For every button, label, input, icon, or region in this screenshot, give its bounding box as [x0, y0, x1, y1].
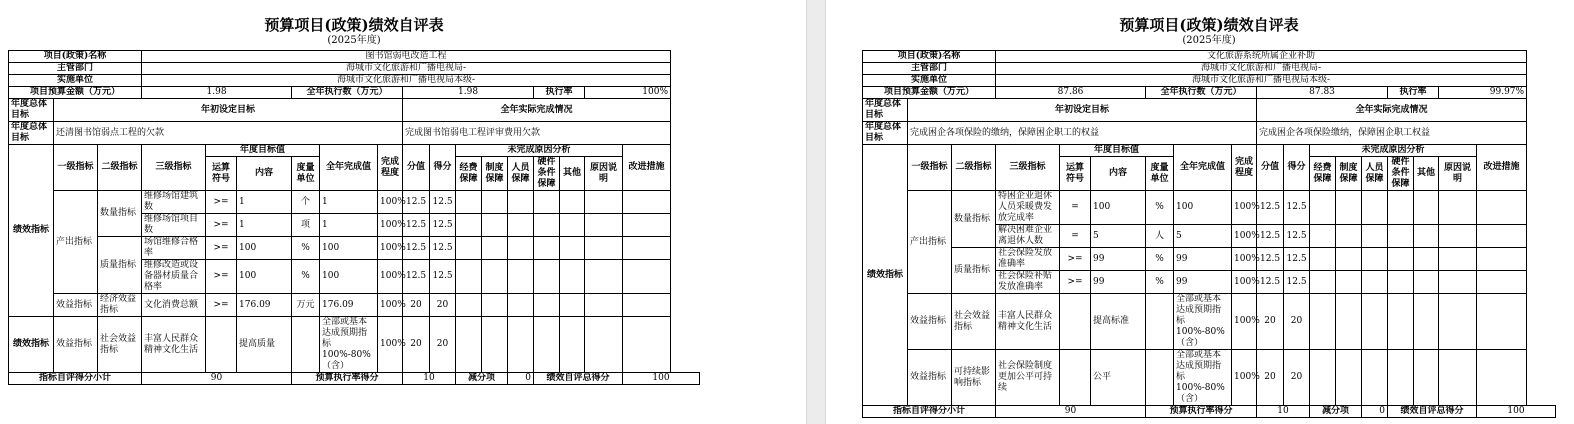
left-evaluation-table — [8, 50, 700, 385]
unit-cell: % — [292, 260, 320, 294]
header-content: 内容 — [1091, 157, 1146, 191]
header-annual: 年度目标值 — [1060, 145, 1174, 157]
unit-cell: % — [1146, 248, 1174, 271]
done-cell: 99 — [1174, 271, 1232, 294]
dept-label: 主管部门 — [863, 63, 996, 75]
value-cell: 20 — [403, 317, 430, 373]
plan-goal-header: 年初设定目标 — [54, 99, 403, 122]
degree-cell: 100% — [378, 191, 403, 214]
benefit-l1: 效益指标 — [908, 350, 952, 406]
unit-value: 海城市文化旅游和广播电视局本级- — [142, 75, 671, 87]
done-cell: 全部或基本达成预期指标100%-80%（含） — [1174, 294, 1232, 350]
footer-total-label: 绩效自评总得分 — [1388, 406, 1477, 418]
plan-goal-header: 年初设定目标 — [908, 99, 1257, 122]
done-cell: 1 — [320, 191, 378, 214]
right-evaluation-sheet — [862, 0, 1556, 418]
table-row — [9, 294, 700, 317]
content-cell: 99 — [1091, 271, 1146, 294]
score-cell: 12.5 — [1284, 225, 1310, 248]
eco-l2: 经济效益指标 — [98, 294, 142, 317]
header-op: 运算符号 — [206, 157, 237, 191]
soc-l2: 社会效益指标 — [952, 294, 996, 350]
footer-score: 90 — [996, 406, 1146, 418]
header-l2: 二级指标 — [98, 145, 142, 191]
op-cell — [206, 317, 237, 373]
right-sheet-year: (2025年度) — [1182, 35, 1236, 46]
degree-cell: 100% — [1232, 225, 1257, 248]
content-cell: 1 — [237, 191, 292, 214]
quantity-l2: 数量指标 — [98, 191, 142, 237]
op-cell: = — [1060, 191, 1091, 225]
header-op: 运算符号 — [1060, 157, 1091, 191]
header-improve: 改进措施 — [623, 145, 671, 191]
done-cell: 100 — [320, 260, 378, 294]
header-hardware: 硬件条件保障 — [1388, 157, 1414, 191]
actual-goal-text: 完成困企各项保险缴纳，保障困企职工权益 — [1257, 122, 1527, 145]
rate-label: 执行率 — [534, 87, 585, 99]
footer-minus: 0 — [508, 373, 534, 385]
budget-label: 项目预算金额（万元） — [863, 87, 996, 99]
done-cell: 100 — [320, 237, 378, 260]
header-reason-group: 未完成原因分析 — [456, 145, 623, 157]
actual-header: 全年实际完成情况 — [403, 99, 671, 122]
l3-cell: 社会保险发放准确率 — [996, 248, 1060, 271]
degree-cell: 100% — [1232, 248, 1257, 271]
value-cell: 20 — [403, 294, 430, 317]
header-content: 内容 — [237, 157, 292, 191]
exec-label: 全年执行数（万元） — [292, 87, 403, 99]
sus-l2: 可持续影响指标 — [952, 350, 996, 406]
header-other: 其他 — [1414, 157, 1439, 191]
budget-value: 87.86 — [996, 87, 1146, 99]
header-reason-group: 未完成原因分析 — [1310, 145, 1477, 157]
header-hardware: 硬件条件保障 — [534, 157, 560, 191]
degree-cell: 100% — [1232, 271, 1257, 294]
score-cell: 20 — [430, 294, 456, 317]
header-staff: 人员保障 — [1362, 157, 1388, 191]
content-cell: 公平 — [1091, 350, 1146, 406]
footer-total-label: 绩效自评总得分 — [534, 373, 623, 385]
rate-value: 99.97% — [1439, 87, 1527, 99]
goal-label: 年度总体目标 — [863, 122, 908, 145]
op-cell — [1060, 350, 1091, 406]
degree-cell: 100% — [378, 317, 403, 373]
header-score-value: 分值 — [403, 145, 430, 191]
done-cell: 全部或基本达成预期指标100%-80%（含） — [320, 317, 378, 373]
plan-goal-text: 还清图书馆弱点工程的欠款 — [54, 122, 403, 145]
goal-label: 年度总体目标 — [9, 122, 54, 145]
l3-cell: 社会保险制度更加公平可持续 — [996, 350, 1060, 406]
l3-cell: 特困企业退休人员采暖费发放完成率 — [996, 191, 1060, 225]
footer-total: 100 — [623, 373, 700, 385]
footer-minus-label: 减分项 — [1310, 406, 1362, 418]
done-cell: 5 — [1174, 225, 1232, 248]
header-unit: 度量单位 — [292, 157, 320, 191]
project-name-value: 文化旅游系统所属企业补助 — [996, 51, 1527, 63]
header-degree: 完成程度 — [1232, 145, 1257, 191]
unit-cell: % — [292, 237, 320, 260]
footer-label: 指标自评得分小计 — [9, 373, 142, 385]
quality-l2: 质量指标 — [98, 237, 142, 294]
score-cell: 12.5 — [430, 260, 456, 294]
unit-cell — [292, 317, 320, 373]
value-cell: 12.5 — [1257, 225, 1284, 248]
l3-cell: 维修场馆项目数 — [142, 214, 206, 237]
l3-cell: 维修场馆建筑数 — [142, 191, 206, 214]
content-cell: 5 — [1091, 225, 1146, 248]
done-cell: 99 — [1174, 248, 1232, 271]
project-name-value: 图书馆弱电改造工程 — [142, 51, 671, 63]
table-row — [9, 237, 700, 260]
header-l3: 三级指标 — [996, 145, 1060, 191]
header-score: 得分 — [1284, 145, 1310, 191]
quality-l2: 质量指标 — [952, 248, 996, 294]
project-name-label: 项目(政策)名称 — [9, 51, 142, 63]
l3-cell: 丰富人民群众精神文化生活 — [142, 317, 206, 373]
left-sheet-title: 预算项目(政策)绩效自评表 — [264, 16, 444, 34]
header-score-value: 分值 — [1257, 145, 1284, 191]
content-cell: 1 — [237, 214, 292, 237]
goal-label: 年度总体目标 — [9, 99, 54, 122]
table-row — [9, 317, 700, 373]
perf-label: 绩效指标 — [9, 317, 54, 373]
header-annual: 年度目标值 — [206, 145, 320, 157]
unit-cell — [1146, 294, 1174, 350]
degree-cell: 100% — [378, 294, 403, 317]
left-evaluation-sheet — [8, 0, 700, 385]
l3-cell: 社会保险补贴发放准确率 — [996, 271, 1060, 294]
right-evaluation-table — [862, 50, 1556, 418]
header-degree: 完成程度 — [378, 145, 403, 191]
header-system: 制度保障 — [482, 157, 508, 191]
l3-cell: 解决困难企业离退休人数 — [996, 225, 1060, 248]
value-cell: 12.5 — [1257, 191, 1284, 225]
quantity-l2: 数量指标 — [952, 191, 996, 248]
plan-goal-text: 完成困企各项保险的缴纳，保障困企职工的权益 — [908, 122, 1257, 145]
footer-total: 100 — [1477, 406, 1556, 418]
footer-budget: 10 — [403, 373, 456, 385]
table-row — [863, 294, 1556, 350]
content-cell: 176.09 — [237, 294, 292, 317]
footer-budget: 10 — [1257, 406, 1310, 418]
score-cell: 20 — [430, 317, 456, 373]
rate-label: 执行率 — [1388, 87, 1439, 99]
unit-cell — [1146, 350, 1174, 406]
op-cell: >= — [206, 237, 237, 260]
footer-minus: 0 — [1362, 406, 1388, 418]
done-cell: 全部或基本达成预期指标100%-80%（含） — [1174, 350, 1232, 406]
header-reason: 原因说明 — [585, 157, 623, 191]
score-cell: 12.5 — [430, 191, 456, 214]
table-row — [863, 191, 1556, 225]
left-sheet-year: (2025年度) — [327, 35, 381, 46]
unit-value: 海城市文化旅游和广播电视局本级- — [996, 75, 1527, 87]
unit-cell: 人 — [1146, 225, 1174, 248]
actual-header: 全年实际完成情况 — [1257, 99, 1527, 122]
header-funds: 经费保障 — [1310, 157, 1336, 191]
benefit-l1: 效益指标 — [54, 317, 98, 373]
soc-l2: 社会效益指标 — [98, 317, 142, 373]
score-cell: 20 — [1284, 350, 1310, 406]
dept-label: 主管部门 — [9, 63, 142, 75]
score-cell: 12.5 — [430, 237, 456, 260]
dept-value: 海城市文化旅游和广播电视局- — [142, 63, 671, 75]
content-cell: 100 — [1091, 191, 1146, 225]
value-cell: 12.5 — [1257, 248, 1284, 271]
project-name-label: 项目(政策)名称 — [863, 51, 996, 63]
unit-cell: 万元 — [292, 294, 320, 317]
value-cell: 12.5 — [1257, 271, 1284, 294]
unit-cell: % — [1146, 191, 1174, 225]
degree-cell: 100% — [1232, 294, 1257, 350]
dept-value: 海城市文化旅游和广播电视局- — [996, 63, 1527, 75]
header-l1: 一级指标 — [908, 145, 952, 191]
header-l1: 一级指标 — [54, 145, 98, 191]
done-cell: 100 — [1174, 191, 1232, 225]
table-row — [9, 191, 700, 214]
content-cell: 提高质量 — [237, 317, 292, 373]
unit-cell: % — [1146, 271, 1174, 294]
table-row — [863, 248, 1556, 271]
op-cell: >= — [206, 294, 237, 317]
header-year-value: 全年完成值 — [1174, 145, 1232, 191]
l3-cell: 丰富人民群众精神文化生活 — [996, 294, 1060, 350]
done-cell: 176.09 — [320, 294, 378, 317]
footer-budget-label: 预算执行率得分 — [292, 373, 403, 385]
l3-cell: 维修改造或设备器材质量合格率 — [142, 260, 206, 294]
footer-score: 90 — [142, 373, 292, 385]
op-cell: >= — [206, 260, 237, 294]
value-cell: 12.5 — [403, 214, 430, 237]
done-cell: 1 — [320, 214, 378, 237]
degree-cell: 100% — [1232, 350, 1257, 406]
benefit-l1: 效益指标 — [908, 294, 952, 350]
exec-label: 全年执行数（万元） — [1146, 87, 1257, 99]
page-gap — [806, 0, 826, 424]
header-year-value: 全年完成值 — [320, 145, 378, 191]
score-cell: 12.5 — [1284, 248, 1310, 271]
footer-budget-label: 预算执行率得分 — [1146, 406, 1257, 418]
value-cell: 20 — [1257, 294, 1284, 350]
table-row — [863, 350, 1556, 406]
budget-label: 项目预算金额（万元） — [9, 87, 142, 99]
perf-label: 绩效指标 — [9, 145, 54, 317]
degree-cell: 100% — [378, 214, 403, 237]
header-reason: 原因说明 — [1439, 157, 1477, 191]
budget-value: 1.98 — [142, 87, 292, 99]
output-l1: 产出指标 — [908, 191, 952, 294]
degree-cell: 100% — [378, 260, 403, 294]
content-cell: 100 — [237, 237, 292, 260]
degree-cell: 100% — [1232, 191, 1257, 225]
op-cell: = — [1060, 225, 1091, 248]
exec-value: 87.83 — [1257, 87, 1388, 99]
op-cell: >= — [1060, 248, 1091, 271]
op-cell: >= — [206, 191, 237, 214]
footer-label: 指标自评得分小计 — [863, 406, 996, 418]
header-funds: 经费保障 — [456, 157, 482, 191]
header-other: 其他 — [560, 157, 585, 191]
rate-value: 100% — [585, 87, 671, 99]
header-l3: 三级指标 — [142, 145, 206, 191]
benefit-l1: 效益指标 — [54, 294, 98, 317]
op-cell: >= — [1060, 271, 1091, 294]
exec-value: 1.98 — [403, 87, 534, 99]
l3-cell: 文化消费总额 — [142, 294, 206, 317]
unit-label: 实施单位 — [863, 75, 996, 87]
unit-cell: 项 — [292, 214, 320, 237]
op-cell: >= — [206, 214, 237, 237]
score-cell: 12.5 — [1284, 191, 1310, 225]
header-improve: 改进措施 — [1477, 145, 1527, 191]
perf-label: 绩效指标 — [863, 145, 908, 406]
value-cell: 12.5 — [403, 191, 430, 214]
header-staff: 人员保障 — [508, 157, 534, 191]
degree-cell: 100% — [378, 237, 403, 260]
op-cell — [1060, 294, 1091, 350]
right-sheet-title: 预算项目(政策)绩效自评表 — [1119, 16, 1299, 34]
goal-label: 年度总体目标 — [863, 99, 908, 122]
header-system: 制度保障 — [1336, 157, 1362, 191]
unit-cell: 个 — [292, 191, 320, 214]
unit-label: 实施单位 — [9, 75, 142, 87]
actual-goal-text: 完成图书馆弱电工程评审费用欠款 — [403, 122, 671, 145]
content-cell: 提高标准 — [1091, 294, 1146, 350]
output-l1: 产出指标 — [54, 191, 98, 294]
value-cell: 12.5 — [403, 260, 430, 294]
header-score: 得分 — [430, 145, 456, 191]
header-unit: 度量单位 — [1146, 157, 1174, 191]
content-cell: 99 — [1091, 248, 1146, 271]
header-l2: 二级指标 — [952, 145, 996, 191]
footer-minus-label: 减分项 — [456, 373, 508, 385]
l3-cell: 场馆维修合格率 — [142, 237, 206, 260]
value-cell: 12.5 — [403, 237, 430, 260]
value-cell: 20 — [1257, 350, 1284, 406]
score-cell: 12.5 — [1284, 271, 1310, 294]
content-cell: 100 — [237, 260, 292, 294]
score-cell: 20 — [1284, 294, 1310, 350]
score-cell: 12.5 — [430, 214, 456, 237]
